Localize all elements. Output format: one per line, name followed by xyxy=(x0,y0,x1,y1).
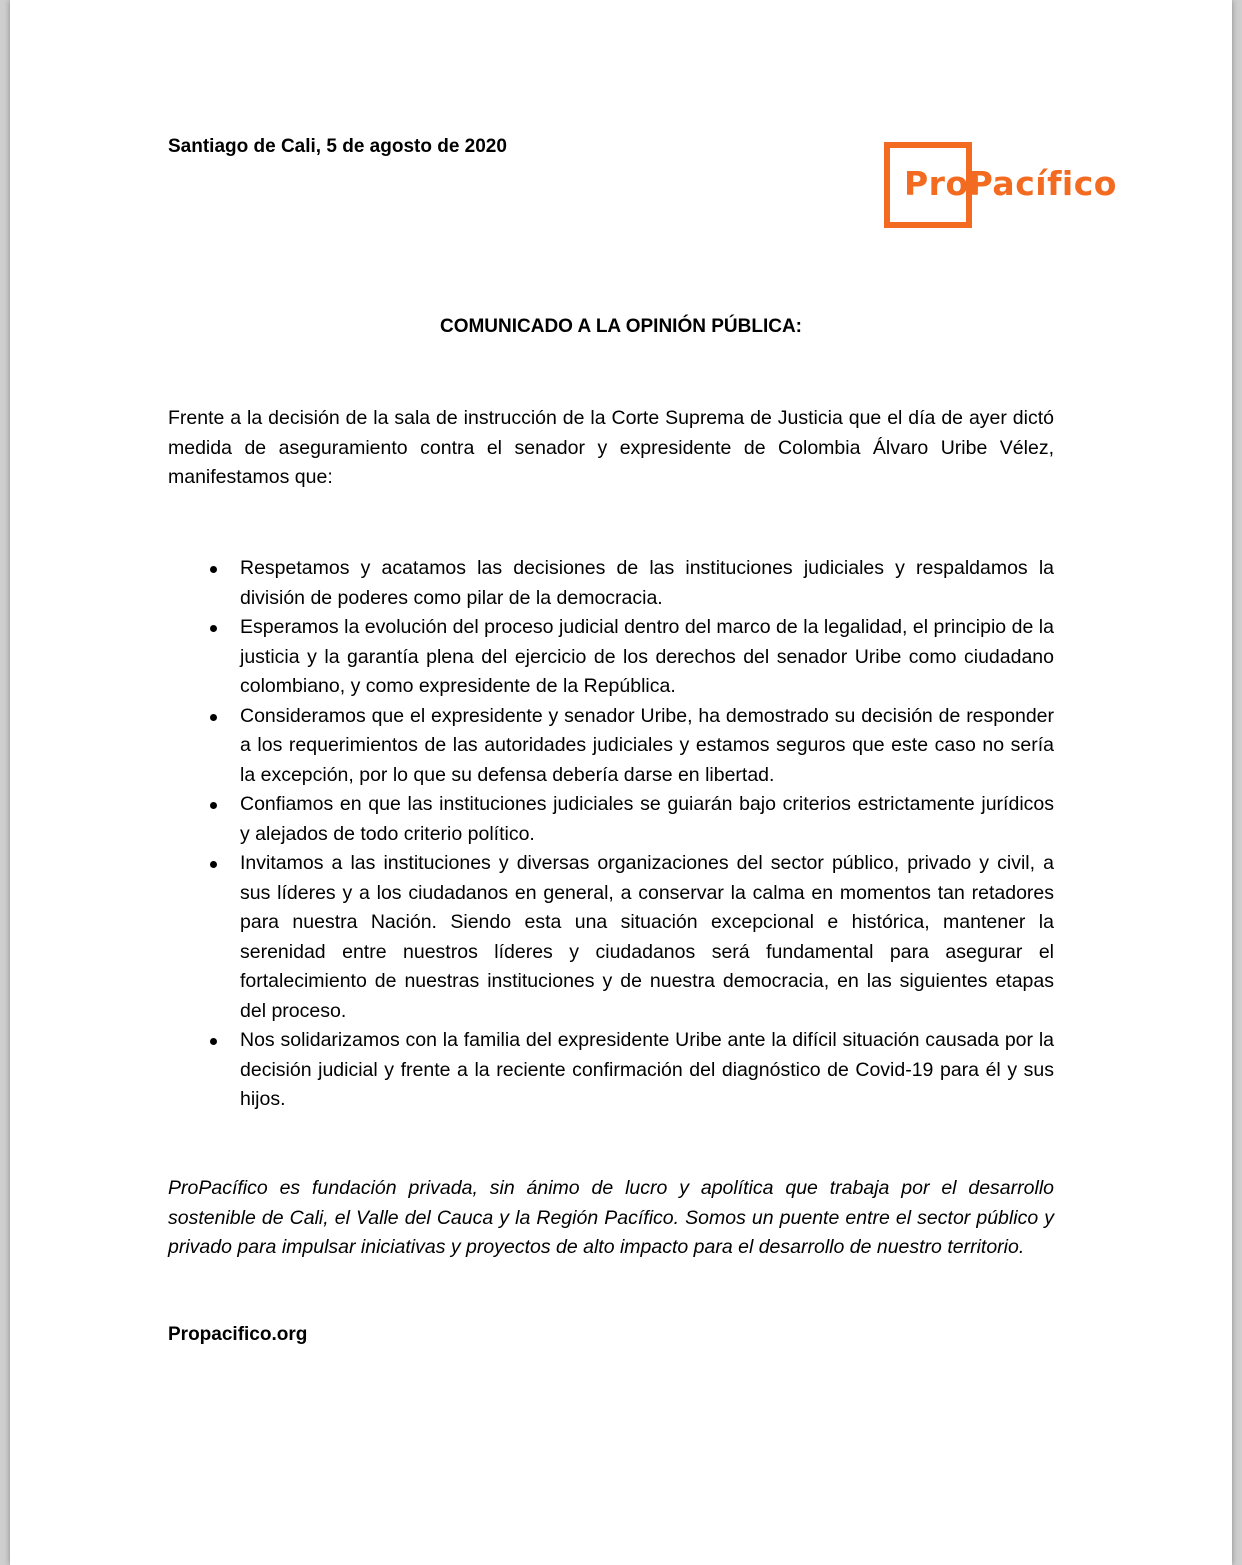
list-item-text: Respetamos y acatamos las decisiones de las instituciones judiciales y respaldamos la división de poderes como pilar de la democracia. xyxy=(240,557,1054,609)
list-item xyxy=(168,702,1054,791)
list-item xyxy=(168,790,1054,849)
list-item xyxy=(168,613,1054,702)
bullet-icon xyxy=(210,861,217,868)
list-item-text: Invitamos a las instituciones y diversas organizaciones del sector público, privado y civil, a sus líderes y a los ciudadanos en general, a conservar la calma en momentos tan retadores para nuestra Nación. Siendo esta una situación excepcional e histórica, mantener la serenidad entre nuestros líderes y ciudadanos será fundamental para asegurar el fortalecimiento de nuestras instituciones y de nuestra democracia, en las siguientes etapas del proceso. xyxy=(240,852,1054,1022)
bullet-icon xyxy=(210,802,217,809)
document-title: COMUNICADO A LA OPINIÓN PÚBLICA: xyxy=(439,316,803,337)
bullet-icon xyxy=(210,625,217,632)
bullet-icon xyxy=(210,1038,217,1045)
bullet-icon xyxy=(210,566,217,573)
list-item xyxy=(168,1026,1054,1115)
date-line: Santiago de Cali, 5 de agosto de 2020 xyxy=(168,136,507,157)
list-item xyxy=(168,554,1054,613)
website-link[interactable]: Propacifico.org xyxy=(168,1324,308,1345)
logo-text: ProPacífico xyxy=(904,164,1117,203)
statement-list xyxy=(168,554,1054,1115)
list-item xyxy=(168,849,1054,1026)
bullet-icon xyxy=(210,714,217,721)
propacifico-logo xyxy=(884,142,1134,234)
list-item-text: Consideramos que el expresidente y senador Uribe, ha demostrado su decisión de responder a los requerimientos de las autoridades judiciales y estamos seguros que este caso no sería la excepción, por lo que su defensa debería darse en libertad. xyxy=(240,704,1054,786)
list-item-text: Confiamos en que las instituciones judiciales se guiarán bajo criterios estrictamente jurídicos y alejados de todo criterio político. xyxy=(240,793,1054,845)
intro-paragraph: Frente a la decisión de la sala de instrucción de la Corte Suprema de Justicia que el día de ayer dictó medida de aseguramiento contra el senador y expresidente de Colombia Álvaro Uribe Vélez, manifestamos que: xyxy=(168,407,1054,488)
list-item-text: Nos solidarizamos con la familia del expresidente Uribe ante la difícil situación causada por la decisión judicial y frente a la reciente confirmación del diagnóstico de Covid-19 para él y sus hijos. xyxy=(240,1029,1054,1110)
list-item-text: Esperamos la evolución del proceso judicial dentro del marco de la legalidad, el principio de la justicia y la garantía plena del ejercicio de los derechos del senador Uribe como ciudadano colombiano, y como expresidente de la República. xyxy=(240,616,1054,697)
organization-description: ProPacífico es fundación privada, sin ánimo de lucro y apolítica que trabaja por el desarrollo sostenible de Cali, el Valle del Cauca y la Región Pacífico. Somos un puente entre el sector público y privado para impulsar iniciativas y proyectos de alto impacto para el desarrollo de nuestro territorio. xyxy=(168,1177,1054,1258)
